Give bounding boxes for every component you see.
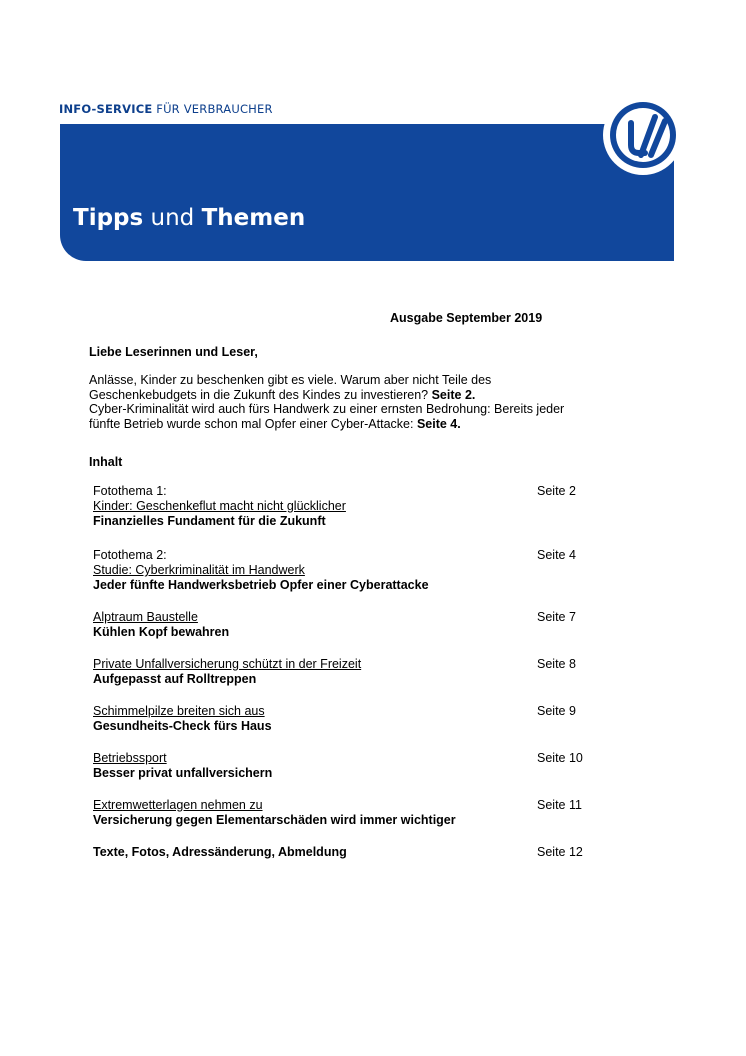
toc-entry-topic: Kinder: Geschenkeflut macht nicht glücklicher (93, 499, 346, 513)
toc-entry-topic: Betriebssport (93, 751, 167, 765)
toc-entry-topic: Studie: Cyberkriminalität im Handwerk (93, 563, 305, 577)
toc-entry-headline: Gesundheits-Check fürs Haus (93, 719, 272, 733)
intro-line: Cyber-Kriminalität wird auch fürs Handwerk zu einer ernsten Bedrohung: Bereits jeder (89, 402, 565, 417)
toc-entry (93, 484, 613, 548)
toc-entry-page: Seite 4 (537, 548, 576, 562)
toc-entry-label: Fotothema 2: (93, 548, 167, 562)
service-line (59, 102, 273, 116)
intro-line-text: Geschenkebudgets in die Zukunft des Kindes zu investieren? (89, 387, 429, 402)
toc-entry-page: Seite 2 (537, 484, 576, 498)
header-banner (60, 124, 674, 261)
toc-entry-topic: Schimmelpilze breiten sich aus (93, 704, 265, 718)
toc-entry (93, 845, 613, 865)
toc-entry-headline: Besser privat unfallversichern (93, 766, 273, 780)
toc-entry (93, 751, 613, 798)
toc-entry-headline: Finanzielles Fundament für die Zukunft (93, 514, 326, 528)
banner-title-word-1: Tipps (73, 205, 144, 231)
banner-title-word-2: und (150, 205, 195, 231)
toc-entry-page: Seite 12 (537, 845, 583, 859)
toc-entry-headline: Jeder fünfte Handwerksbetrieb Opfer einer Cyberattacke (93, 578, 429, 592)
banner-title-word-3: Themen (201, 205, 306, 231)
toc-entry (93, 798, 613, 845)
toc-entry-headline: Kühlen Kopf bewahren (93, 625, 230, 639)
intro-line (89, 388, 649, 403)
toc-entry-page: Seite 7 (537, 610, 576, 624)
banner-title (73, 205, 305, 231)
service-line-bold: INFO-SERVICE (59, 102, 153, 116)
toc-entry (93, 657, 613, 704)
toc-entry-headline: Aufgepasst auf Rolltreppen (93, 672, 257, 686)
intro-line (89, 417, 649, 432)
toc-entry-label: Fotothema 1: (93, 484, 167, 498)
toc-entry (93, 610, 613, 657)
signal-iduna-logo-icon (601, 93, 685, 177)
toc-entry-topic: Alptraum Baustelle (93, 610, 198, 624)
toc-entry-page: Seite 8 (537, 657, 576, 671)
toc-entry-page: Seite 11 (537, 798, 582, 812)
intro-page-ref: Seite 2. (431, 387, 476, 402)
intro-text (89, 373, 649, 431)
greeting: Liebe Leserinnen und Leser, (89, 345, 258, 359)
toc-entry-page: Seite 9 (537, 704, 576, 718)
toc-entry-headline: Versicherung gegen Elementarschäden wird immer wichtiger (93, 813, 456, 827)
service-line-rest: FÜR VERBRAUCHER (156, 102, 273, 116)
toc-entry-topic: Private Unfallversicherung schützt in der Freizeit (93, 657, 362, 671)
toc-entry-headline: Texte, Fotos, Adressänderung, Abmeldung (93, 845, 347, 859)
intro-line-text: fünfte Betrieb wurde schon mal Opfer einer Cyber-Attacke: (89, 416, 414, 431)
toc-heading: Inhalt (89, 455, 123, 469)
toc-entry (93, 548, 613, 610)
issue-date: Ausgabe September 2019 (390, 311, 543, 325)
intro-line: Anlässe, Kinder zu beschenken gibt es viele. Warum aber nicht Teile des (89, 373, 492, 387)
toc-entry (93, 704, 613, 751)
intro-page-ref: Seite 4. (416, 416, 461, 431)
toc-entry-page: Seite 10 (537, 751, 583, 765)
toc-entry-topic: Extremwetterlagen nehmen zu (93, 798, 263, 812)
table-of-contents (93, 484, 613, 865)
